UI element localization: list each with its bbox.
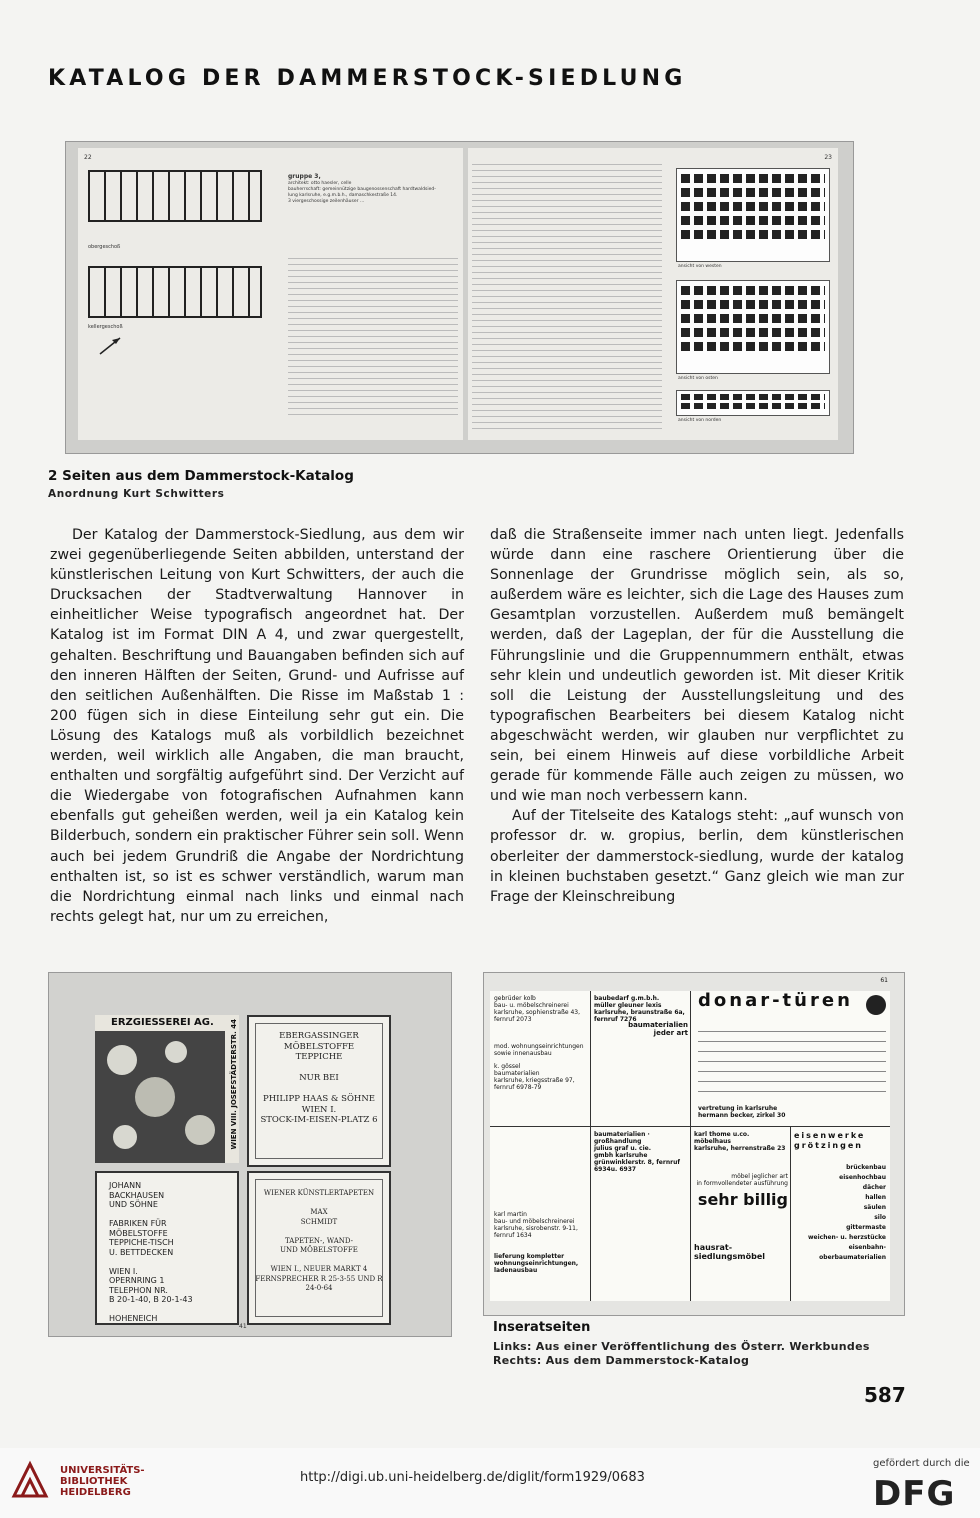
ad-gebrueder-kolb: gebrüder kolb bau- u. möbelschreinerei karlsruhe, sophienstraße 43, fernruf 2073 (494, 995, 580, 1023)
ad-ebergassinger-text: EBERGASSINGER MÖBELSTOFFE TEPPICHE NUR BEI PHILIPP HAAS & SÖHNE WIEN I. STOCK-IM-EISEN-PLATZ 6 (260, 1031, 378, 1125)
ad-vertretung: vertretung in karlsruhe hermann becker, zirkel 30 (698, 1105, 786, 1119)
plan-label-lower: kellergeschoß (88, 324, 123, 330)
group-info (288, 168, 458, 211)
funding-note: gefördert durch die (873, 1458, 970, 1469)
construction-details-block (288, 258, 458, 418)
insert-page (490, 977, 890, 1301)
catalog-spread-figure (65, 141, 854, 454)
page-title: KATALOG DER DAMMERSTOCK-SIEDLUNG (48, 66, 687, 91)
price-table (698, 1031, 886, 1101)
catalog-right-page (468, 148, 838, 440)
bottom-caption-rechts: Rechts: Aus dem Dammerstock-Katalog (493, 1354, 750, 1367)
contractors-list-block (472, 164, 662, 434)
right-page-number: 23 (824, 154, 832, 161)
ad-martin-services: lieferung kompletter wohnungseinrichtungen, ladenausbau (494, 1253, 579, 1274)
werkbund-page-number: 41 (239, 1323, 247, 1330)
ad-goessel: k. gössel baumaterialien karlsruhe, kriegsstraße 97, fernruf 6978-79 (494, 1063, 575, 1091)
bottom-figure-caption: Inseratseiten (493, 1320, 591, 1335)
body-paragraph: Auf der Titelseite des Katalogs steht: „auf wunsch von professor dr. w. gropius, berlin, dem künstlerischen oberleiter der dammerstock-siedlung, wurde der katalog in kleinen buchstaben gesetzt.“ Ganz gleich wie man zur Frage der Kleinschreibung (490, 808, 904, 905)
ad-karl-thome: karl thome u.co. möbelhaus karlsruhe, herrenstraße 23 (694, 1131, 786, 1152)
group-heading: gruppe 3, (288, 173, 321, 180)
library-name: UNIVERSITÄTS- BIBLIOTHEK HEIDELBERG (60, 1465, 145, 1498)
hammer-logo-icon (866, 995, 886, 1015)
ad-max-schmidt-text: WIENER KÜNSTLERTAPETEN MAX SCHMIDT TAPETEN-, WAND- UND MÖBELSTOFFE WIEN I., NEUER MARKT 4 FERNSPRECHER R 25-3-55 UND R 24-0-64 (255, 1189, 383, 1292)
body-column-left (50, 525, 464, 927)
page-number: 587 (864, 1383, 906, 1407)
ad-backhausen-text: JOHANN BACKHAUSEN UND SÖHNE FABRIKEN FÜR MÖBELSTOFFE TEPPICHE-TISCH U. BETTDECKEN WIEN I. OPERNRING 1 TELEPHON NR. B 20-1-40, B 20-1-43 HOHENEICH (109, 1181, 193, 1323)
ad-ebergassinger (247, 1015, 391, 1167)
ad-karl-martin: karl martin bau- und möbelschreinerei karlsruhe, sisrobenstr. 9-11, fernruf 1634 (494, 1211, 578, 1239)
left-page-number: 22 (84, 154, 92, 161)
floor-plan-upper (88, 170, 262, 222)
poster-side-text: WIEN VIII. JOSEFSTÄDTERSTR. 44 (230, 1019, 238, 1150)
university-library-logo-icon (10, 1460, 50, 1500)
top-figure-credit: Anordnung Kurt Schwitters (48, 488, 225, 500)
ad-baumaterialien: baumaterialien jeder art (628, 1021, 688, 1037)
dfg-logo: DFG (873, 1474, 956, 1514)
ad-kolb-services: mod. wohnungseinrichtungen sowie innenausbau (494, 1043, 584, 1057)
werkbund-ads-figure (48, 972, 452, 1337)
facade-label-west: ansicht von westen (678, 264, 722, 269)
facade-ost (676, 280, 830, 374)
body-column-right (490, 525, 904, 907)
group-text: architekt: otto haesler, celle bauherrschaft: gemeinnützige baugenossenschaft hardtwaldsied- lung karlsruhe, e.g.m.b.h., damaschkestraße 14. 3 viergeschossige zeilenhäuser … (288, 181, 436, 204)
source-url-link[interactable]: http://digi.ub.uni-heidelberg.de/diglit/form1929/0683 (300, 1470, 645, 1485)
ad-moebel: möbel jeglicher art in formvollendeter ausführung (696, 1173, 788, 1187)
body-paragraph: daß die Straßenseite immer nach unten liegt. Jedenfalls würde dann eine raschere Orientierung über die Sonnenlage der Grundrisse möglich sein, als so, außerdem wäre es leichter, sich die Lage des Hauses zum Gesamtplan vorzustellen. Außerdem muß bemängelt werden, daß der Lageplan, der für die Ausstellung die Führungslinie und die Gruppennummern enthält, etwas sehr klein und undeutlich geworden ist. Mit dieser Kritik soll die Leistung der Ausstellungsleitung und des typografischen Bearbeiters bei diesem Katalog nicht abgeschwächt werden, wir glauben nur verpflichtet zu sein, bei einem Hinweis auf diese vorbildliche Arbeit gerade für kommende Fälle auch zeigen zu müssen, wo und wie man noch verbessern kann. (490, 527, 904, 805)
ad-eisenwerke: eisenwerke grötzingen (794, 1131, 866, 1150)
poster-title: ERZGIESSEREI AG. (95, 1015, 225, 1031)
ad-julius-graf: baumaterialien · großhandlung julius graf u. cie. gmbh karlsruhe grünwinklerstr. 8, fernruf 6934u. 6937 (594, 1131, 680, 1173)
insert-page-number: 61 (880, 977, 888, 984)
facade-north (676, 390, 830, 416)
ad-baubedarf: baubedarf g.m.b.h. müller gleuner lexis karlsruhe, braunstraße 6a, fernruf 7276 (594, 995, 685, 1023)
north-arrow-icon (98, 334, 122, 358)
ad-backhausen (95, 1171, 239, 1325)
facade-label-ost: ansicht von osten (678, 376, 718, 381)
facade-west (676, 168, 830, 262)
ad-sehr-billig: sehr billig (697, 1190, 788, 1209)
ad-eisenwerke-list: brückenbau eisenhochbau dächer hallen säulen silo gittermaste weichen- u. herzstücke eisenbahn- oberbaumaterialien (807, 1164, 886, 1261)
body-paragraph: Der Katalog der Dammerstock-Siedlung, aus dem wir zwei gegenüberliegende Seiten abbilden, unterstand der künstlerischen Leitung von Kurt Schwitters, der auch die Drucksachen der Stadtverwaltung Hannover in einheitlicher Weise typografisch angeordnet hat. Der Katalog ist im Format DIN A 4, und zwar quergestellt, gehalten. Beschriftung und Bauangaben befinden sich auf den inneren Hälften der Seiten, Grund- und Aufrisse auf den seitlichen Außenhälften. Die Risse im Maßstab 1 : 200 fügen sich in diese Einteilung sehr gut ein. Die Lösung des Katalogs muß als vorbildlich bezeichnet werden, weil wirklich alle Angaben, die man braucht, enthalten und sorgfältig aufgeführt sind. Der Verzicht auf die Wiedergabe von fotografischen Aufnahmen kann ebenfalls gut geheißen werden, weil ja ein Katalog kein Bilderbuch, sondern ein praktischer Führer sein soll. Wenn auch bei jedem Grundriß die Angabe der Nordrichtung enthalten ist, so ist es schwer verständlich, warum man die Nordrichtung einmal nach links und einmal nach rechts gelegt hat, nur um zu erreichen, (50, 527, 464, 925)
ad-donar-tueren: donar-türen (698, 990, 853, 1011)
facade-label-north: ansicht von norden (678, 418, 722, 423)
top-figure-caption: 2 Seiten aus dem Dammerstock-Katalog (48, 468, 354, 484)
ad-max-schmidt (247, 1171, 391, 1325)
ad-hausrat: hausrat- siedlungsmöbel (694, 1243, 766, 1261)
floor-plan-lower (88, 266, 262, 318)
poster-erzgiesserei (95, 1015, 239, 1163)
plan-label-upper: obergeschoß (88, 244, 121, 250)
bottom-caption-links: Links: Aus einer Veröffentlichung des Österr. Werkbundes (493, 1340, 870, 1353)
dammerstock-ads-figure (483, 972, 905, 1316)
catalog-left-page (78, 148, 463, 440)
